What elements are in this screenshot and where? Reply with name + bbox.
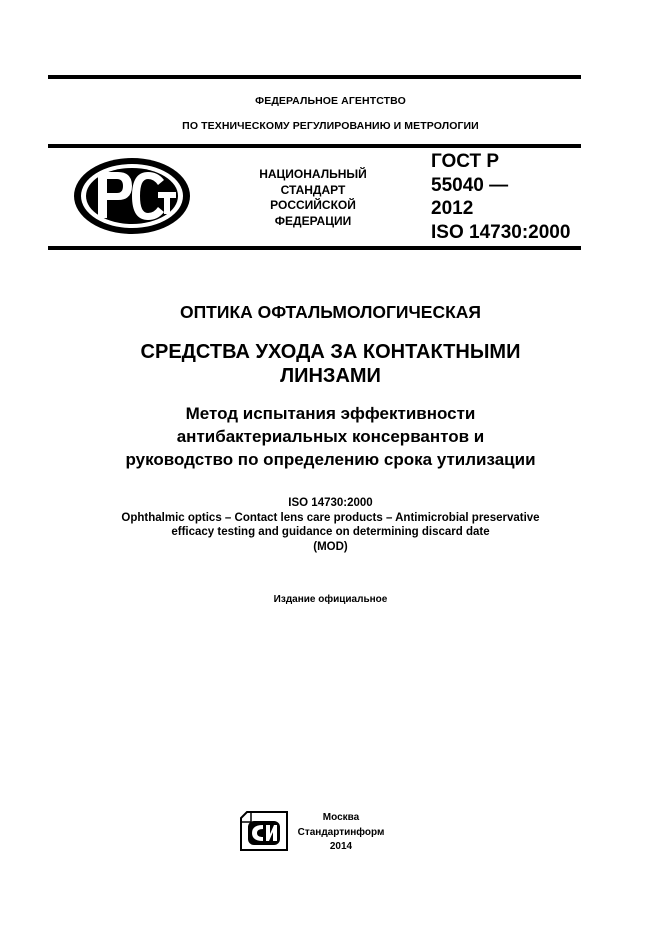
publisher-name: Стандартинформ	[297, 826, 385, 838]
subtitle-line: антибактериальных консервантов и	[176, 427, 485, 446]
document-title-main: ОПТИКА ОФТАЛЬМОЛОГИЧЕСКАЯ	[179, 302, 482, 322]
designation-line: ГОСТ Р	[431, 151, 500, 172]
iso-title-line: efficacy testing and guidance on determining discard date	[171, 526, 490, 538]
national-standard-line: РОССИЙСКОЙ	[270, 198, 356, 212]
subtitle-line: Метод испытания эффективности	[185, 404, 476, 423]
iso-reference	[0, 496, 661, 554]
title-line: СРЕДСТВА УХОДА ЗА КОНТАКТНЫМИ	[140, 341, 521, 363]
gost-r-emblem-icon	[72, 156, 192, 236]
publisher-city: Москва	[322, 812, 360, 823]
block-rule	[48, 246, 581, 250]
title-line: ЛИНЗАМИ	[280, 365, 381, 387]
publication-year: 2014	[329, 841, 353, 852]
national-standard-label	[248, 167, 378, 229]
agency-name-line1: ФЕДЕРАЛЬНОЕ АГЕНТСТВО	[255, 95, 406, 107]
subtitle-line: руководство по определению срока утилизации	[125, 450, 536, 469]
edition-label: Издание официальное	[273, 594, 388, 605]
document-subtitle	[0, 402, 661, 471]
national-standard-line: ФЕДЕРАЦИИ	[274, 213, 352, 228]
standard-designation	[431, 150, 570, 244]
publisher-info	[296, 811, 386, 855]
header-rule	[48, 144, 581, 148]
standartinform-logo-icon	[239, 810, 289, 852]
national-standard-line: СТАНДАРТ	[280, 182, 346, 197]
designation-line: ISO 14730:2000	[431, 221, 571, 243]
designation-line: 2012	[431, 198, 474, 219]
iso-title-line: (MOD)	[313, 540, 348, 553]
document-title-section	[0, 340, 661, 388]
iso-title-line: Ophthalmic optics – Contact lens care products – Antimicrobial preservative	[121, 511, 540, 524]
agency-name-line2: ПО ТЕХНИЧЕСКОМУ РЕГУЛИРОВАНИЮ И МЕТРОЛОГИИ	[182, 120, 479, 132]
designation-line: 55040 —	[431, 174, 509, 196]
top-rule	[48, 75, 581, 79]
iso-code: ISO 14730:2000	[288, 497, 373, 509]
national-standard-line: НАЦИОНАЛЬНЫЙ	[259, 167, 367, 181]
